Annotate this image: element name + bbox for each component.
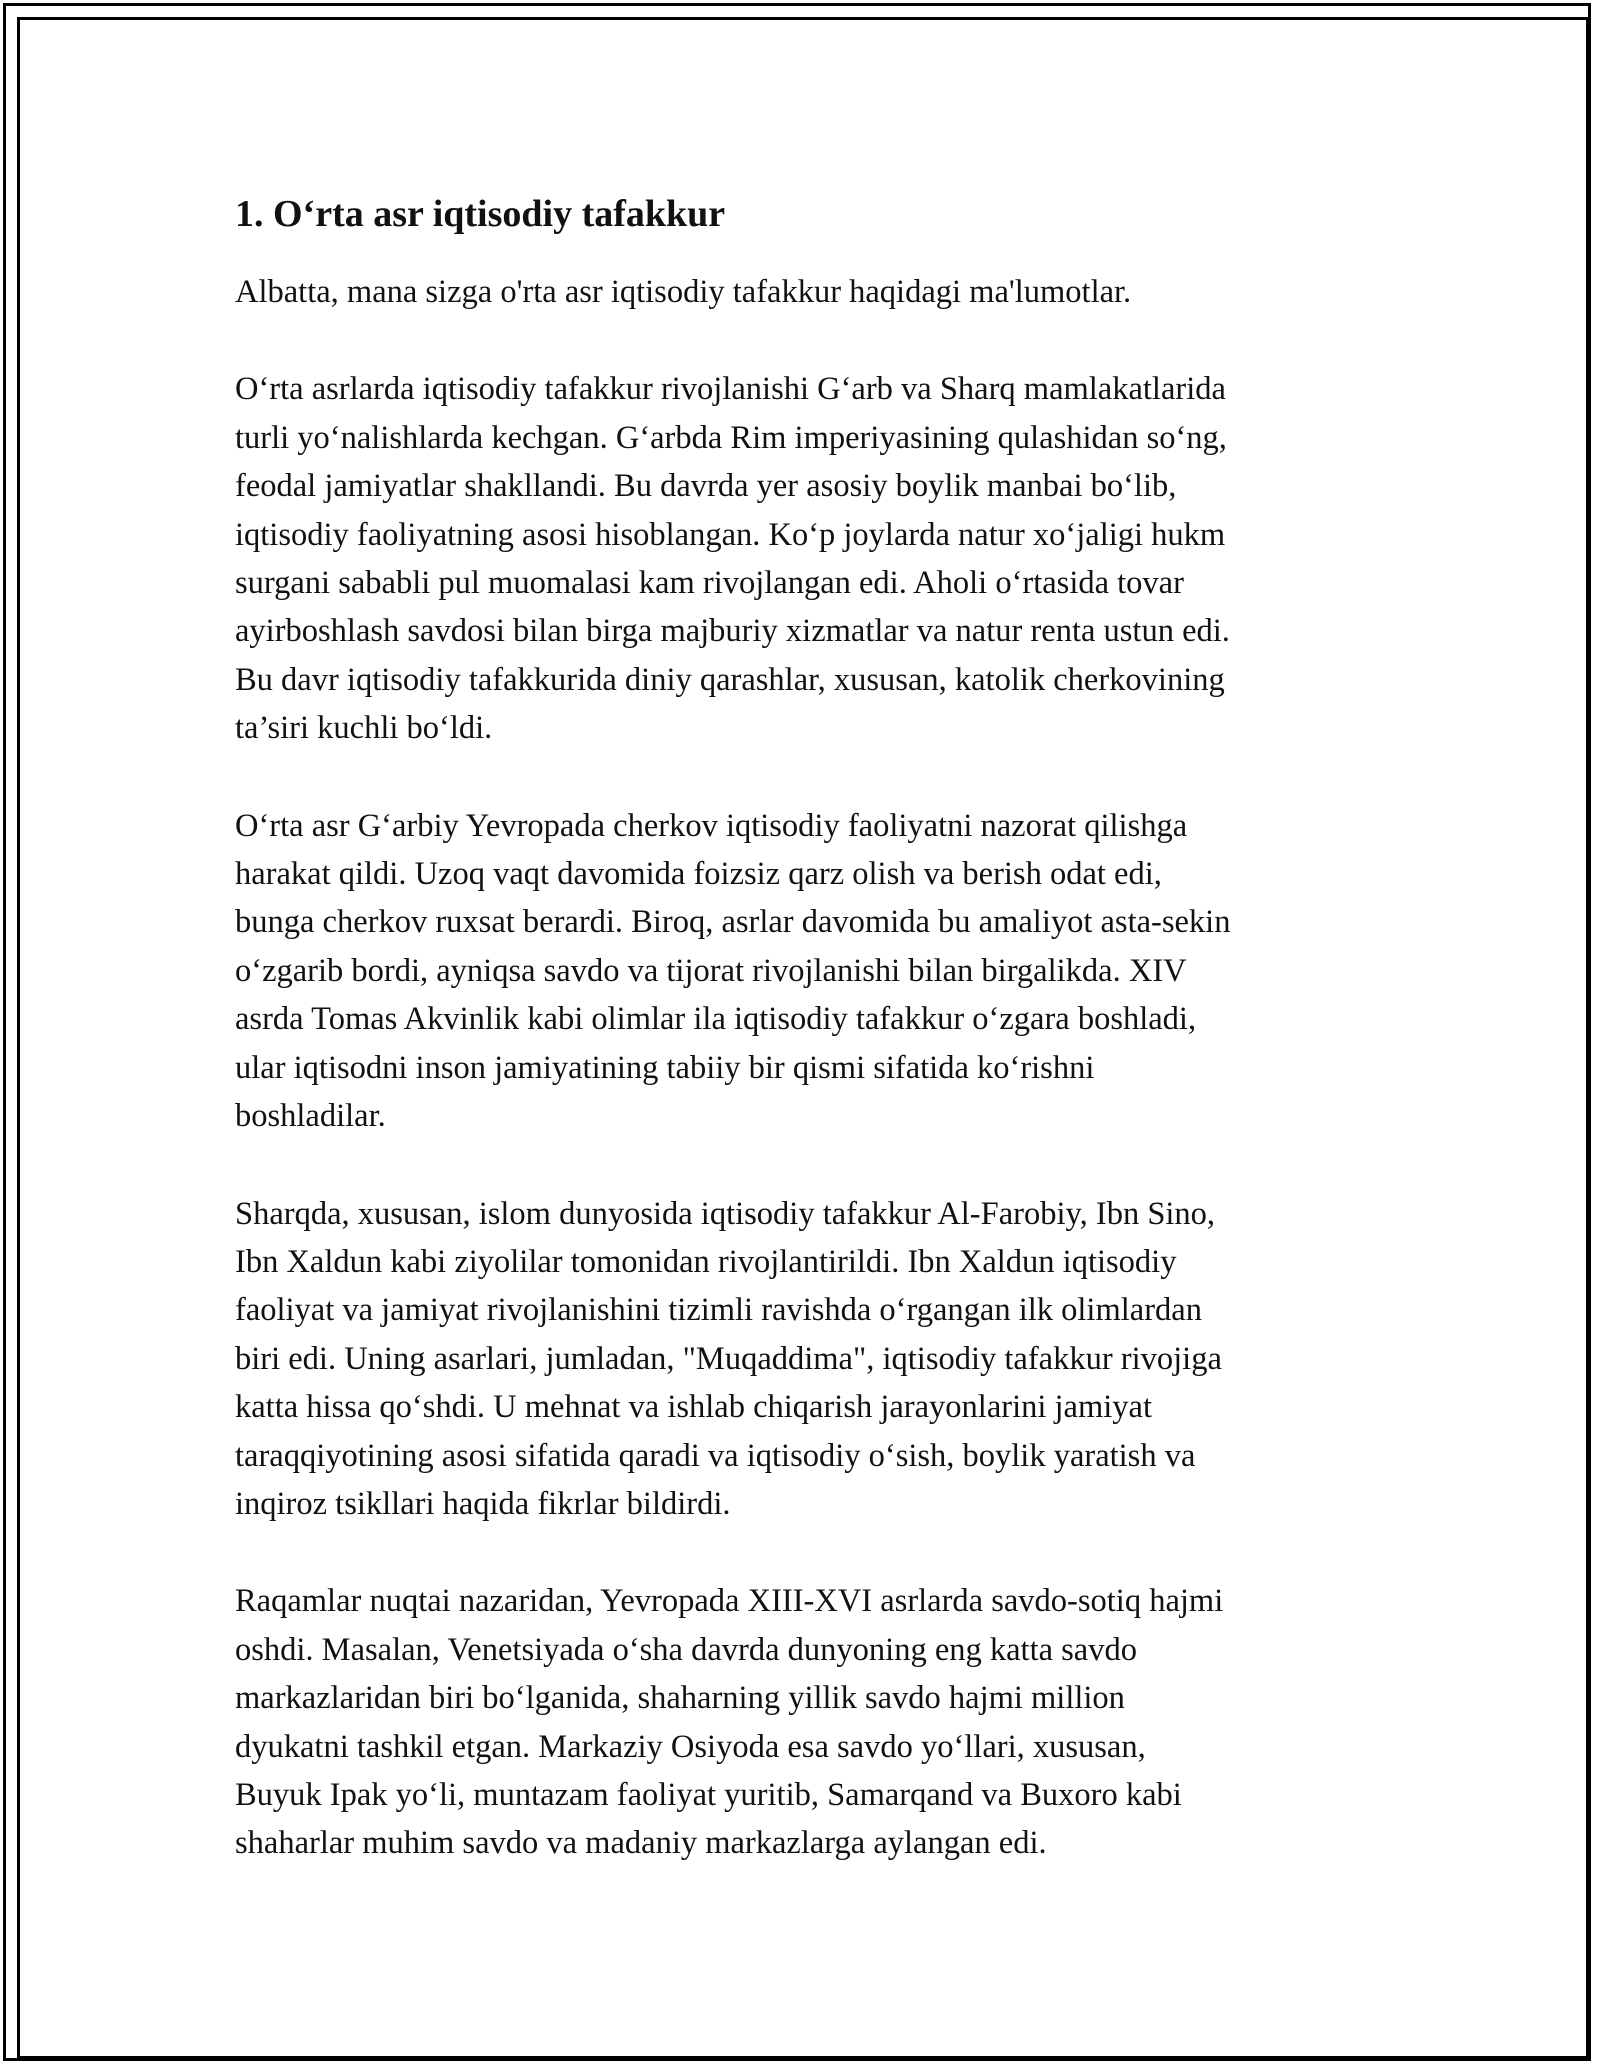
text-line: faoliyat va jamiyat rivojlanishini tizimli ravishda o‘rgangan ilk olimlardan [235, 1292, 1202, 1329]
text-line: shaharlar muhim savdo va madaniy markazlarga aylangan edi. [235, 1825, 1047, 1862]
text-line: oshdi. Masalan, Venetsiyada o‘sha davrda dunyoning eng katta savdo [235, 1631, 1137, 1668]
text-line: turli yo‘nalishlarda kechgan. G‘arbda Rim imperiyasining qulashidan so‘ng, [235, 419, 1227, 456]
text-line: ular iqtisodni inson jamiyatining tabiiy bir qismi sifatida ko‘rishni [235, 1049, 1095, 1086]
text-line: Raqamlar nuqtai nazaridan, Yevropada XIII-XVI asrlarda savdo-sotiq hajmi [235, 1583, 1224, 1620]
text-line: taraqqiyotining asosi sifatida qaradi va iqtisodiy o‘sish, boylik yaratish va [235, 1437, 1196, 1474]
text-line: bunga cherkov ruxsat berardi. Biroq, asrlar davomida bu amaliyot asta-sekin [235, 904, 1231, 941]
text-line: harakat qildi. Uzoq vaqt davomida foizsiz qarz olish va berish odat edi, [235, 856, 1162, 893]
eastern-economic-thought-paragraph [235, 1190, 1365, 1529]
text-line: iqtisodiy faoliyatning asosi hisoblangan. Ko‘p joylarda natur xo‘jaligi hukm [235, 516, 1226, 553]
western-economic-thought-paragraph [235, 365, 1365, 752]
text-line: ayirboshlash savdosi bilan birga majburiy xizmatlar va natur renta ustun edi. [235, 613, 1230, 650]
trade-figures-paragraph [235, 1577, 1365, 1867]
text-line: katta hissa qo‘shdi. U mehnat va ishlab chiqarish jarayonlarini jamiyat [235, 1389, 1152, 1426]
text-line: boshladilar. [235, 1098, 386, 1135]
text-line: o‘zgarib bordi, ayniqsa savdo va tijorat rivojlanishi bilan birgalikda. XIV [235, 952, 1187, 989]
text-line: ta’siri kuchli bo‘ldi. [235, 710, 493, 747]
church-economic-control-paragraph [235, 802, 1365, 1141]
text-line: Ibn Xaldun kabi ziyolilar tomonidan rivojlantirildi. Ibn Xaldun iqtisodiy [235, 1243, 1177, 1280]
text-line: asrda Tomas Akvinlik kabi olimlar ila iqtisodiy tafakkur o‘zgara boshladi, [235, 1001, 1197, 1038]
text-line: inqiroz tsikllari haqida fikrlar bildirdi. [235, 1485, 731, 1522]
text-line: Sharqda, xususan, islom dunyosida iqtisodiy tafakkur Al-Farobiy, Ibn Sino, [235, 1195, 1216, 1232]
text-line: O‘rta asr G‘arbiy Yevropada cherkov iqtisodiy faoliyatni nazorat qilishga [235, 807, 1188, 844]
document-title: 1. O‘rta asr iqtisodiy tafakkur [235, 193, 726, 235]
text-line: markazlaridan biri bo‘lganida, shaharning yillik savdo hajmi million [235, 1680, 1125, 1717]
text-line: Albatta, mana sizga o'rta asr iqtisodiy tafakkur haqidagi ma'lumotlar. [235, 274, 1132, 310]
text-line: dyukatni tashkil etgan. Markaziy Osiyoda esa savdo yo‘llari, xususan, [235, 1728, 1146, 1765]
document-body [235, 186, 1365, 1917]
intro-paragraph [235, 268, 1365, 316]
text-line: biri edi. Uning asarlari, jumladan, "Muqaddima", iqtisodiy tafakkur rivojiga [235, 1340, 1222, 1377]
text-line: Buyuk Ipak yo‘li, muntazam faoliyat yuritib, Samarqand va Buxoro kabi [235, 1776, 1182, 1813]
text-line: O‘rta asrlarda iqtisodiy tafakkur rivojlanishi G‘arb va Sharq mamlakatlarida [235, 371, 1226, 408]
text-line: surgani sababli pul muomalasi kam rivojlangan edi. Aholi o‘rtasida tovar [235, 565, 1184, 602]
text-line: Bu davr iqtisodiy tafakkurida diniy qarashlar, xususan, katolik cherkovining [235, 661, 1225, 698]
text-line: feodal jamiyatlar shakllandi. Bu davrda yer asosiy boylik manbai bo‘lib, [235, 468, 1177, 505]
